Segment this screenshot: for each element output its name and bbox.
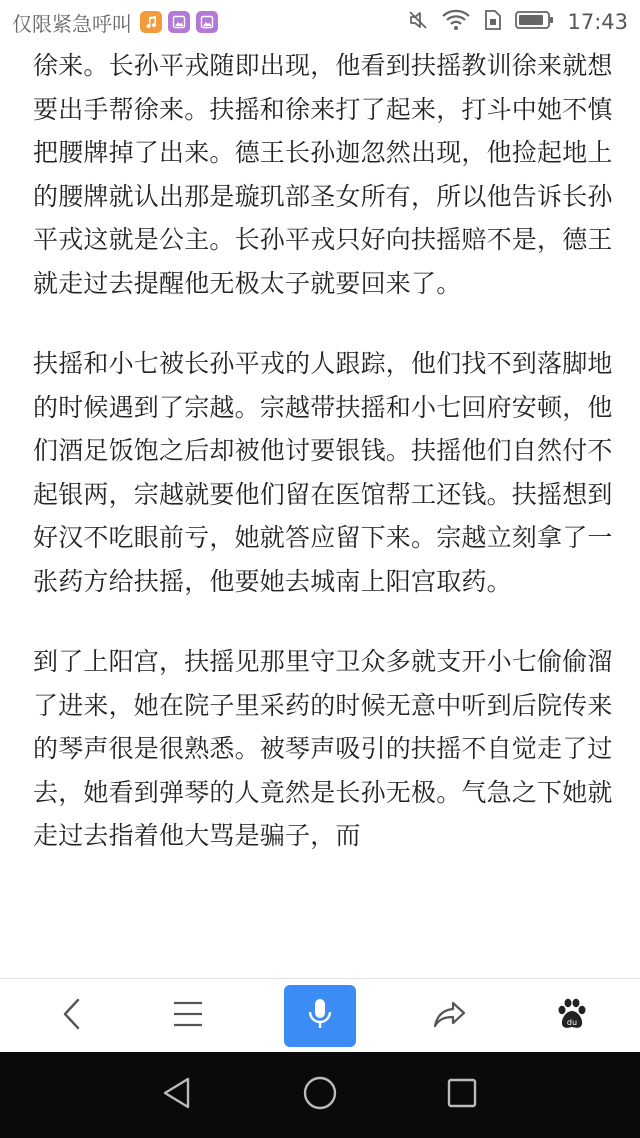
music-app-icon xyxy=(140,11,162,33)
bottom-toolbar xyxy=(0,978,640,1053)
system-nav-bar xyxy=(0,1052,640,1138)
share-button[interactable] xyxy=(410,979,490,1053)
article-paragraph: 到了上阳宫，扶摇见那里守卫众多就支开小七偷偷溜了进来，她在院子里采药的时候无意中听到后院传来的琴声很是很熟悉。被琴声吸引的扶摇不自觉走了过去，她看到弹琴的人竟然是长孙无极。气急之下她就走过去指着他大骂是骗子，而 xyxy=(33,647,613,850)
mute-icon xyxy=(407,9,429,35)
gallery-app-icon xyxy=(196,11,218,33)
battery-icon xyxy=(515,10,555,34)
menu-icon xyxy=(173,1000,203,1032)
carrier-text: 仅限紧急呼叫 xyxy=(12,11,132,36)
nav-recents-button[interactable] xyxy=(417,1052,507,1138)
sim-card-icon xyxy=(483,9,503,35)
status-indicators xyxy=(407,9,628,35)
back-icon xyxy=(61,997,83,1035)
status-bar xyxy=(0,0,640,44)
nav-recents-icon xyxy=(446,1077,478,1113)
wifi-icon xyxy=(441,9,471,35)
nav-back-icon xyxy=(161,1076,193,1114)
gallery-app-icon xyxy=(168,11,190,33)
microphone-icon xyxy=(307,997,333,1035)
share-icon xyxy=(433,999,467,1033)
article-paragraph: 徐来。长孙平戎随即出现，他看到扶摇教训徐来就想要出手帮徐来。扶摇和徐来打了起来，打斗中她不慎把腰牌掉了出来。德王长孙迦忽然出现，他捡起地上的腰牌就认出那是璇玑部圣女所有，所以他告诉长孙平戎这就是公主。长孙平戎只好向扶摇赔不是，德王就走过去提醒他无极太子就要回来了。 xyxy=(33,51,613,298)
article-paragraph: 扶摇和小七被长孙平戎的人跟踪，他们找不到落脚地的时候遇到了宗越。宗越带扶摇和小七回府安顿，他们酒足饭饱之后却被他讨要银钱。扶摇他们自然付不起银两，宗越就要他们留在医馆帮工还钱。扶摇想到好汉不吃眼前亏，她就答应留下来。宗越立刻拿了一张药方给扶摇，他要她去城南上阳宫取药。 xyxy=(33,349,613,596)
nav-home-icon xyxy=(302,1075,338,1115)
baidu-button[interactable] xyxy=(532,979,612,1053)
voice-search-button[interactable] xyxy=(284,985,356,1047)
nav-home-button[interactable] xyxy=(275,1052,365,1138)
menu-button[interactable] xyxy=(148,979,228,1053)
svg-text:du: du xyxy=(566,1018,578,1027)
baidu-paw-icon xyxy=(555,997,589,1035)
status-time: 17:43 xyxy=(567,10,628,34)
article-content xyxy=(33,44,613,978)
back-button[interactable] xyxy=(32,979,112,1053)
nav-back-button[interactable] xyxy=(132,1052,222,1138)
